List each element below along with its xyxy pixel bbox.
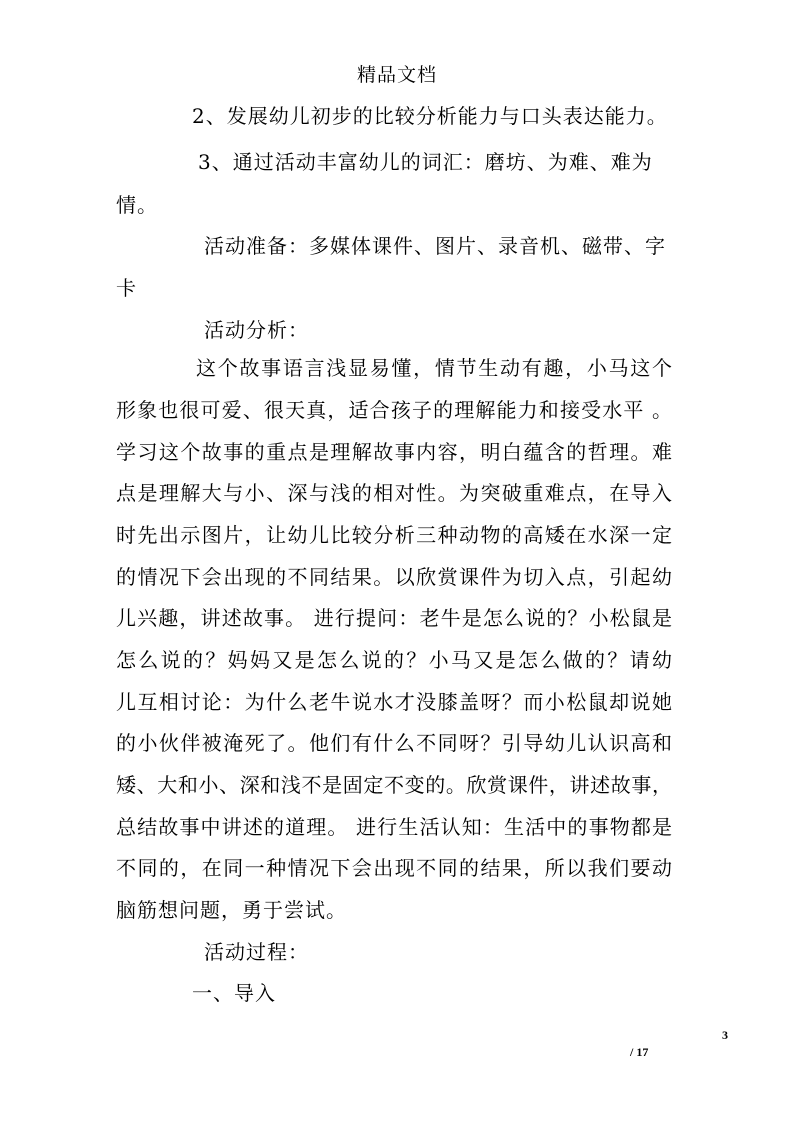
preparation-text-line1: 活动准备：多媒体课件、图片、录音机、磁带、字 [204,234,666,258]
page-number: 3 [722,1028,728,1042]
analysis-paragraph-line: 总结故事中讲述的道理。 进行生活认知：生活中的事物都是 [116,815,672,839]
goal-2-text: 2、发展幼儿初步的比较分析能力与口头表达能力。 [192,104,668,128]
analysis-paragraph-line: 儿兴趣，讲述故事。 进行提问：老牛是怎么说的？小松鼠是 [116,606,672,630]
step-1-heading: 一、导入 [192,981,276,1005]
analysis-heading: 活动分析： [204,318,309,342]
goal-3-text-line2: 情。 [116,193,158,217]
analysis-paragraph-line: 儿互相讨论：为什么老牛说水才没膝盖呀？而小松鼠却说她 [116,690,672,714]
analysis-paragraph-line: 形象也很可爱、很天真，适合孩子的理解能力和接受水平 。 [116,398,672,422]
analysis-paragraph-line: 学习这个故事的重点是理解故事内容，明白蕴含的哲理。难 [116,440,672,464]
analysis-paragraph-line: 这个故事语言浅显易懂，情节生动有趣，小马这个 [196,356,672,380]
analysis-paragraph-line: 点是理解大与小、深与浅的相对性。为突破重难点，在导入 [116,481,672,505]
preparation-text-line2: 卡 [116,276,137,300]
analysis-paragraph-line: 不同的，在同一种情况下会出现不同的结果，所以我们要动 [116,856,672,880]
analysis-paragraph-line: 怎么说的？妈妈又是怎么说的？小马又是怎么做的？请幼 [116,648,672,672]
process-heading: 活动过程： [204,940,309,964]
analysis-paragraph-line: 的情况下会出现的不同结果。以欣赏课件为切入点，引起幼 [116,565,672,589]
analysis-paragraph-line: 时先出示图片，让幼儿比较分析三种动物的高矮在水深一定 [116,523,672,547]
page-header-title: 精品文档 [356,64,437,86]
analysis-paragraph-line: 的小伙伴被淹死了。他们有什么不同呀？引导幼儿认识高和 [116,731,672,755]
page-total: / 17 [630,1045,649,1059]
analysis-paragraph-line: 矮、大和小、深和浅不是固定不变的。欣赏课件，讲述故事， [116,773,672,797]
analysis-paragraph-line: 脑筋想问题，勇于尝试。 [116,898,347,922]
goal-3-text-line1: 3、通过活动丰富幼儿的词汇：磨坊、为难、难为 [198,150,653,174]
